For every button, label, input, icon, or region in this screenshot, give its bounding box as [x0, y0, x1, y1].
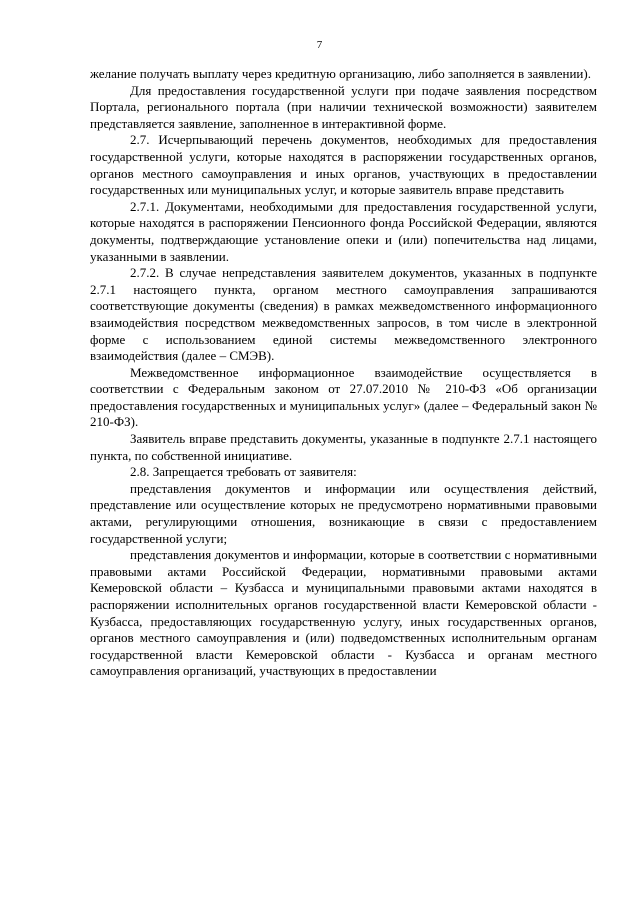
paragraph-interagency-cooperation: Межведомственное информационное взаимодействие осуществляется в соответствии с Федеральным законом от 27.07.2010 № 210-ФЗ «Об организации предоставления государственных и муниципальных услуг» (далее – Федеральный закон № 210-ФЗ).	[90, 364, 597, 430]
paragraph-2-7-1: 2.7.1. Документами, необходимыми для предоставления государственной услуги, которые находятся в распоряжении Пенсионного фонда Российской Федерации, являются документы, подтверждающие установление опеки и (или) попечительства над лицами, указанными в заявлении.	[90, 198, 597, 264]
paragraph-continuation: желание получать выплату через кредитную организацию, либо заполняется в заявлении).	[90, 66, 591, 81]
paragraph-own-initiative: Заявитель вправе представить документы, указанные в подпункте 2.7.1 настоящего пункта, по собственной инициативе.	[90, 431, 597, 463]
document-body	[90, 66, 597, 680]
paragraph-portal-submission: Для предоставления государственной услуги при подаче заявления посредством Портала, регионального портала (при наличии технической возможности) заявителем представляется заявление, заполненное в интерактивной форме.	[90, 82, 597, 131]
paragraph-prohibition-1: представления документов и информации или осуществления действий, представление или осуществление которых не предусмотрено нормативными правовыми актами, регулирующими отношения, возникающие в связи с предоставлением государственной услуги;	[90, 480, 597, 546]
paragraph-2-7: 2.7. Исчерпывающий перечень документов, необходимых для предоставления государственной услуги, которые находятся в распоряжении государственных органов, органов местного самоуправления и иных органов, участвующих в предоставлении государственных или муниципальных услуг, и которые заявитель вправе представить	[90, 132, 597, 198]
paragraph-2-7-2: 2.7.2. В случае непредставления заявителем документов, указанных в подпункте 2.7.1 настоящего пункта, органом местного самоуправления запрашиваются соответствующие документы (сведения) в рамках межведомственного информационного взаимодействия посредством межведомственных запросов, в том числе в электронной форме с использованием единой системы межведомственного электронного взаимодействия (далее – СМЭВ).	[90, 265, 597, 364]
page-number: 7	[316, 39, 323, 51]
paragraph-prohibition-2: представления документов и информации, которые в соответствии с нормативными правовыми актами Российской Федерации, нормативными правовыми актами Кемеровской области – Кузбасса и муниципальными правовыми актами находятся в распоряжении исполнительных органов государственной власти Кемеровской области - Кузбасса, предоставляющих государственную услугу, иных государственных органов, органов местного самоуправления и (или) подведомственных исполнительным органам государственной власти Кемеровской области - Кузбасса и органам местного самоуправления организаций, участвующих в предоставлении	[90, 547, 597, 679]
paragraph-2-8: 2.8. Запрещается требовать от заявителя:	[130, 464, 357, 480]
